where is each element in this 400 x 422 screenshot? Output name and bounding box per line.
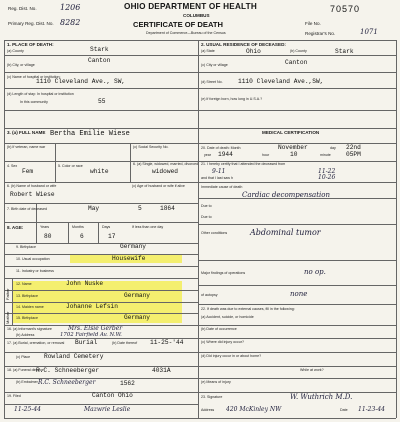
autopsy-label: of autopsy	[201, 293, 218, 297]
place-address: 1110 Cleveland Ave., SW,	[36, 78, 126, 85]
veteran-label: (b) If veteran, name war	[7, 145, 46, 149]
birth-month: May	[88, 205, 100, 212]
home-label: (d) Did injury occur in or about home?	[201, 354, 262, 358]
father-bp-label: 13. Birthplace	[16, 294, 38, 298]
res-city: Canton	[285, 59, 308, 66]
funeral-director: R.C. Schneeberger	[36, 367, 100, 374]
physician-address: 420 McKinley NW	[226, 406, 282, 413]
burial-date-label: (b) Date thereof	[112, 341, 138, 345]
color-value: white	[90, 168, 109, 175]
attend-label: 21. I hereby certify that I attended the deceased from	[201, 162, 286, 166]
place-city-label: (b) City, or village	[7, 63, 35, 67]
age-months: 6	[80, 233, 84, 240]
burial-label: 17. (a) Burial, cremation, or removal	[7, 341, 65, 345]
primary-reg-label: Primary Reg. Dist. No.	[8, 21, 54, 26]
operations-label: Major findings of operations	[201, 271, 246, 275]
informant-address: 1702 Fairfield Av. N.W.	[60, 332, 122, 338]
res-city-label: (c) City or village	[201, 63, 228, 67]
date-occurrence-label: (b) Date of occurrence	[201, 327, 237, 331]
due-to-label: Due to	[201, 204, 212, 208]
death-minute-label: minute	[320, 153, 331, 157]
death-month: November	[278, 144, 308, 151]
while-work-label: While at work?	[300, 368, 324, 372]
stay-label: (d) Length of stay: In hospital or institution	[7, 92, 74, 96]
reg-dist-no: 1206	[60, 3, 81, 12]
filed-label: 19. Filed	[7, 394, 21, 398]
place-label: 1. PLACE OF DEATH:	[7, 42, 54, 47]
physician-date: 11-23-44	[358, 406, 385, 413]
embalmer-label: (b) Embalmer	[16, 380, 38, 384]
informant-address-label: (b) Address	[16, 333, 35, 337]
registrar-signature: Mazwrie Leslie	[84, 406, 131, 413]
res-street-label: (d) Street No.	[201, 80, 223, 84]
page-title: CERTIFICATE OF DEATH	[133, 20, 223, 29]
place-city: Canton	[88, 57, 111, 64]
industry-label: 11. Industry or business	[16, 269, 54, 273]
cemetery-value: Rowland Cemetery	[44, 353, 104, 360]
death-day: 22nd	[346, 144, 361, 151]
other-conditions-label: Other conditions	[201, 231, 228, 235]
burial-value: Burial	[75, 339, 98, 346]
age-years: 80	[44, 233, 52, 240]
operations-value: no op.	[304, 268, 326, 276]
last-seen: 10-26	[318, 174, 336, 181]
burial-date: 11-25-'44	[150, 339, 184, 346]
death-day-label: day	[330, 146, 336, 150]
spouse-age-label: (c) Age of husband or wife if alive	[132, 184, 185, 188]
mother-bp-label: 15. Birthplace	[16, 316, 38, 320]
mother-side-label: Mother	[5, 311, 10, 324]
months-label: Months	[72, 225, 84, 229]
cause-label: Immediate cause of death	[201, 185, 243, 189]
res-street: 1110 Cleveland Ave.,SW,	[238, 78, 324, 85]
father-side-label: Father	[5, 288, 10, 300]
bureau: Department of Commerce—Bureau of the Census	[146, 31, 226, 35]
registrar-no: 1071	[360, 28, 378, 36]
dept-title: OHIO DEPARTMENT OF HEALTH	[124, 2, 257, 11]
father-name: John Nuske	[66, 280, 104, 287]
community-years: 55	[98, 98, 106, 105]
color-label: 5. Color or race	[58, 164, 83, 168]
father-birthplace: Germany	[124, 292, 150, 299]
spouse-label: 6. (b) Name of husband or wife	[7, 184, 57, 188]
birth-year: 1864	[160, 205, 175, 212]
age-label: 8. AGE:	[7, 225, 24, 230]
death-year: 1944	[218, 151, 233, 158]
residence-label: 2. USUAL RESIDENCE OF DECEASED:	[201, 42, 286, 47]
death-minute: 05PM	[346, 151, 361, 158]
hours-label: If less than one day	[132, 225, 164, 229]
age-days: 17	[108, 233, 116, 240]
funeral-director-address: 4031A	[152, 367, 171, 374]
filed-place: Canton Ohio	[92, 392, 133, 399]
sex-value: Fem	[22, 168, 34, 175]
primary-reg-no: 8282	[60, 18, 81, 27]
res-foreign-label: (e) If foreign born, how long in U.S.A.?	[201, 97, 263, 101]
res-state: Ohio	[246, 48, 261, 55]
res-county-label: (b) County	[290, 49, 307, 53]
cause-value: Cardiac decompensation	[242, 191, 330, 199]
death-hour-label: hour	[262, 153, 270, 157]
means-label: (e) Means of injury	[201, 380, 231, 384]
death-hour: 10	[290, 151, 298, 158]
years-label: Years	[40, 225, 50, 229]
mother-birthplace: Germany	[124, 314, 150, 321]
birthplace-value: Germany	[120, 243, 146, 250]
father-name-label: 12. Name	[16, 282, 32, 286]
attend-from: 9-11	[212, 168, 226, 175]
place-county: Stark	[90, 46, 109, 53]
sex-label: 4. Sex	[7, 164, 18, 168]
embalmer-signature: R.C. Schneeberger	[38, 379, 96, 386]
birth-label: 7. Birth date of deceased	[7, 207, 47, 211]
sig-date-label: Date	[340, 408, 348, 412]
autopsy-value: none	[290, 290, 308, 298]
certificate-number: 70570	[330, 4, 361, 14]
hospital-label: (c) Name of hospital or institution:	[7, 75, 61, 79]
res-state-label: (a) State	[201, 49, 215, 53]
where-label: (c) Where did injury occur?	[201, 340, 244, 344]
dept-city: COLUMBUS	[183, 13, 210, 18]
birthplace-label: 9. Birthplace	[16, 245, 36, 249]
medical-label: MEDICAL CERTIFICATION	[262, 130, 320, 135]
informant-label: 16. (a) Informant's signature	[7, 327, 52, 331]
occupation-value: Housewife	[112, 255, 146, 262]
birth-day: 5	[138, 205, 142, 212]
signature-label: 23. Signature	[201, 395, 223, 399]
other-conditions: Abdominal tumor	[250, 228, 321, 237]
res-county: Stark	[335, 48, 354, 55]
file-no-label: File No.	[305, 21, 321, 26]
accident-label: (a) Accident, suicide, or homicide	[201, 315, 254, 319]
place-county-label: (a) County	[7, 49, 24, 53]
mother-name-label: 14. Maiden name	[16, 305, 44, 309]
sig-address-label: Address	[201, 408, 215, 412]
ssn-label: (c) Social Security No.	[133, 145, 169, 149]
cemetery-label: (c) Place	[16, 355, 31, 359]
funeral-director-label: 18. (a) Funeral director	[7, 368, 44, 372]
last-seen-label: and that I last saw h	[201, 176, 233, 180]
informant-signature: Mrs. Elsie Gerber	[68, 325, 123, 332]
community-label: In this community	[20, 100, 48, 104]
attend-to: 11-22	[318, 168, 336, 175]
death-year-label: year	[204, 153, 211, 157]
full-name-label: 3. (a) FULL NAME	[7, 130, 46, 135]
full-name: Bertha Emilie Wiese	[50, 130, 130, 138]
filed-date: 11-25-44	[14, 406, 41, 413]
death-date-label: 20. Date of death: Month	[201, 146, 241, 150]
external-label: 22. If death was due to external causes, fill in the following:	[201, 307, 295, 311]
reg-dist-label: Reg. Dist. No.	[8, 6, 37, 11]
days-label: Days	[102, 225, 111, 229]
occupation-label: 10. Usual occupation	[16, 257, 50, 261]
mother-name: Johanne Lefsin	[66, 303, 118, 310]
embalmer-number: 1562	[120, 380, 135, 387]
spouse-value: Robert Wiese	[10, 191, 55, 198]
registrar-label: Registrar's No.	[305, 31, 336, 36]
physician-signature: W. Wuthrich M.D.	[290, 393, 353, 401]
marital-label: 6. (a) Single, widowed, married, divorced	[133, 162, 199, 166]
marital-value: widowed	[152, 168, 178, 175]
due-to-label-2: Due to	[201, 215, 212, 219]
